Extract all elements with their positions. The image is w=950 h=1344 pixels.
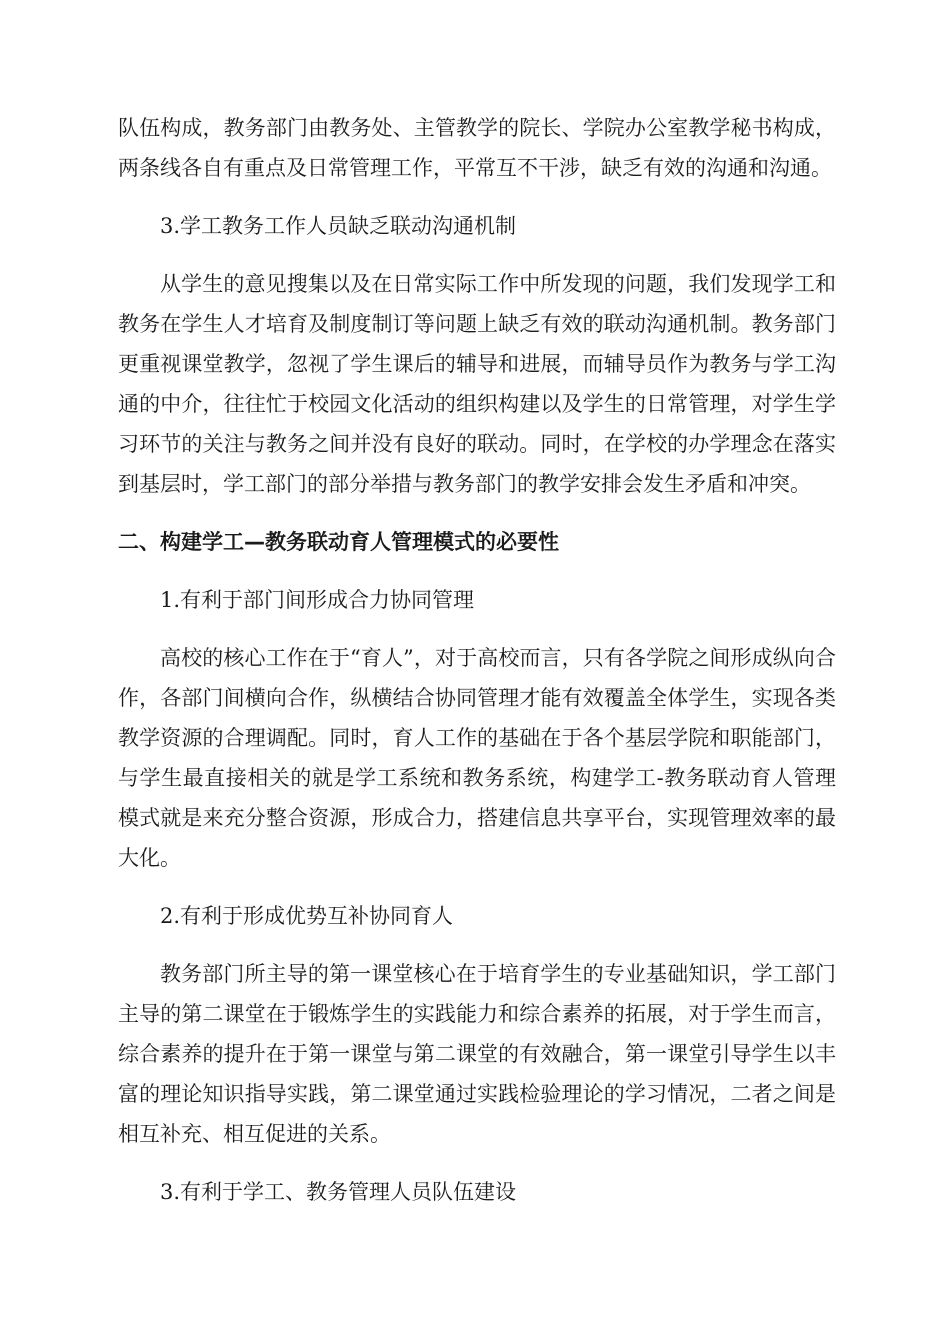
paragraph-communication-problems: 从学生的意见搜集以及在日常实际工作中所发现的问题，我们发现学工和教务在学生人才培育及制度制订等问题上缺乏有效的联动沟通机制。教务部门更重视课堂教学，忽视了学生课后的辅导和进展，而辅导员作为教务与学工沟通的中介，往往忙于校园文化活动的组织构建以及学生的日常管理，对学生学习环节的关注与教务之间并没有良好的联动。同时，在学校的办学理念在落实到基层时，学工部门的部分举措与教务部门的教学安排会发生矛盾和冲突。: [118, 272, 836, 496]
subheading-staff-building: 3.有利于学工、教务管理人员队伍建设: [160, 1180, 517, 1204]
paragraph-staff-composition: 队伍构成，教务部门由教务处、主管教学的院长、学院办公室教学秘书构成，两条线各自有重点及日常管理工作，平常互不干涉，缺乏有效的沟通和沟通。: [118, 116, 836, 180]
document-body: [118, 108, 836, 1212]
subheading-complementary-education: 2.有利于形成优势互补协同育人: [160, 904, 454, 928]
section-heading-necessity: 二、构建学工—教务联动育人管理模式的必要性: [118, 530, 559, 554]
paragraph-collaborative-management: 高校的核心工作在于“育人”，对于高校而言，只有各学院之间形成纵向合作，各部门间横向合作，纵横结合协同管理才能有效覆盖全体学生，实现各类教学资源的合理调配。同时，育人工作的基础在于各个基层学院和职能部门，与学生最直接相关的就是学工系统和教务系统，构建学工-教务联动育人管理模式就是来充分整合资源，形成合力，搭建信息共享平台，实现管理效率的最大化。: [118, 646, 836, 870]
subheading-collaborative-management: 1.有利于部门间形成合力协同管理: [160, 588, 475, 612]
paragraph-complementary-education: 教务部门所主导的第一课堂核心在于培育学生的专业基础知识，学工部门主导的第二课堂在于锻炼学生的实践能力和综合素养的拓展，对于学生而言，综合素养的提升在于第一课堂与第二课堂的有效融合，第一课堂引导学生以丰富的理论知识指导实践，第二课堂通过实践检验理论的学习情况，二者之间是相互补充、相互促进的关系。: [118, 962, 836, 1146]
subheading-communication-mechanism: 3.学工教务工作人员缺乏联动沟通机制: [160, 214, 517, 238]
